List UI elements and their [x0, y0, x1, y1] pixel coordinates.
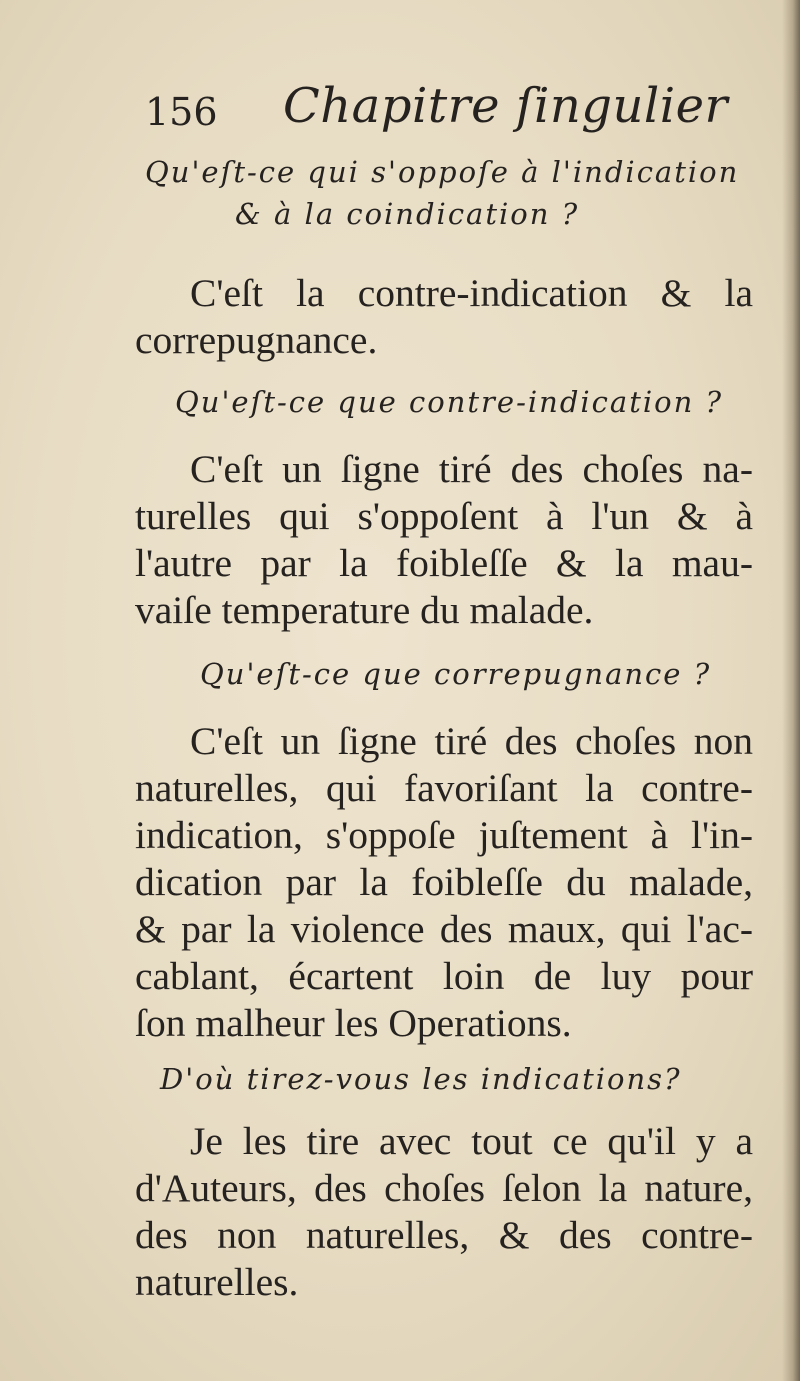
answer-line: & par la violence des maux, qui l'ac- [135, 907, 753, 951]
answer-line: Je les tire avec tout ce qu'il y a [190, 1119, 753, 1163]
question-2 [175, 385, 723, 419]
answer-line: ſon malheur les Operations. [135, 1001, 572, 1045]
answer-line: d'Auteurs, des choſes ſelon la nature, [135, 1166, 753, 1210]
question-1 [145, 155, 739, 231]
answer-line: l'autre par la foibleſſe & la mau- [135, 541, 753, 585]
question-line: Qu'eſt-ce que contre-indication ? [175, 385, 724, 419]
answer-line: des non naturelles, & des contre- [135, 1213, 753, 1257]
answer-line: cablant, écartent loin de luy pour [135, 954, 753, 998]
question-4 [160, 1062, 682, 1096]
answer-3 [135, 718, 753, 1047]
question-3 [200, 657, 711, 691]
running-title: Chapitre ſingulier [283, 78, 728, 134]
answer-line: vaiſe temperature du malade. [135, 588, 594, 632]
answer-4 [135, 1118, 753, 1306]
answer-line: C'eſt la contre-indication & la [190, 271, 753, 315]
question-line: Qu'eſt-ce que correpugnance ? [200, 657, 712, 691]
answer-line: C'eſt un ſigne tiré des choſes non [190, 719, 753, 763]
answer-line: naturelles, qui favoriſant la contre- [135, 766, 753, 810]
running-head [145, 78, 745, 148]
page-number: 156 [145, 90, 218, 134]
question-line: & à la coindication ? [235, 197, 580, 231]
answer-2 [135, 446, 753, 634]
answer-line: correpugnance. [135, 318, 378, 362]
answer-line: dication par la foibleſſe du malade, [135, 860, 753, 904]
answer-1 [135, 270, 753, 364]
answer-line: naturelles. [135, 1260, 299, 1304]
answer-line: indication, s'oppoſe juſtement à l'in- [135, 813, 753, 857]
question-line: Qu'eſt-ce qui s'oppoſe à l'indication [145, 155, 740, 189]
answer-line: C'eſt un ſigne tiré des choſes na- [190, 447, 753, 491]
answer-line: turelles qui s'oppoſent à l'un & à [135, 494, 753, 538]
question-line: D'où tirez-vous les indications? [160, 1062, 682, 1096]
